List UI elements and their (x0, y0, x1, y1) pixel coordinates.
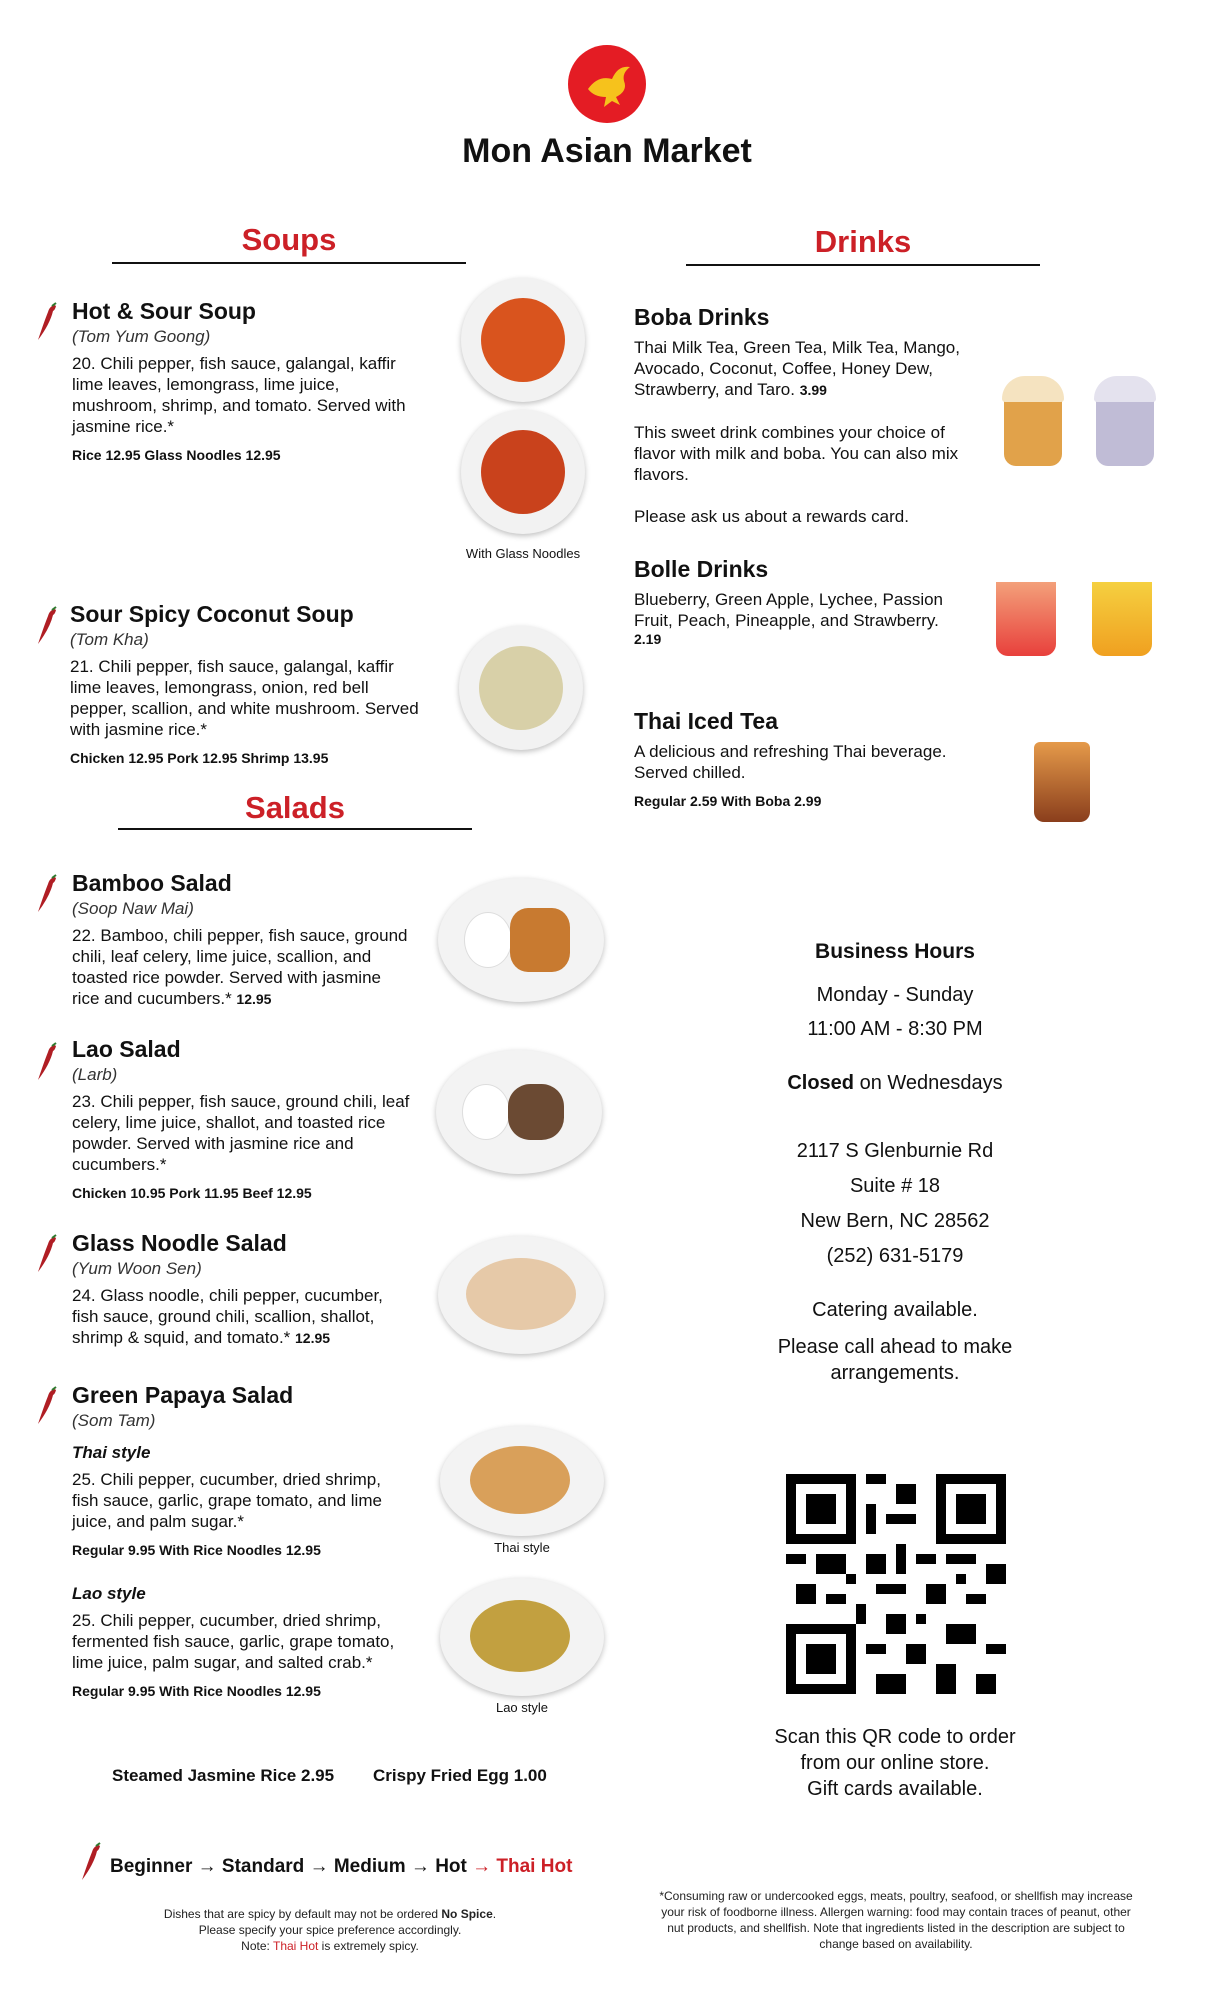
chili-pepper-icon (34, 302, 60, 344)
item-name: Hot & Sour Soup (72, 298, 256, 324)
menu-item-coconut-soup (70, 601, 422, 766)
item-description: 24. Glass noodle, chili pepper, cucumber, fish sauce, ground chili, scallion, shallot, shrimp & squid, and tomato.* 12.95 (72, 1286, 383, 1347)
business-hours-title: Business Hours (815, 940, 975, 963)
address-line: 2117 S Glenburnie Rd (796, 1140, 994, 1162)
item-name: Bolle Drinks (634, 556, 769, 582)
soup-bowl-image (459, 626, 583, 750)
menu-item-lao-salad (72, 1036, 412, 1201)
closed-note: Closed on Wednesdays (787, 1072, 1003, 1094)
item-price: Chicken 12.95 Pork 12.95 Shrimp 13.95 (70, 750, 329, 766)
salads-heading: Salads (245, 790, 345, 825)
page-title: Mon Asian Market (462, 132, 752, 170)
item-description: Blueberry, Green Apple, Lychee, Passion Fruit, Peach, Pineapple, and Strawberry. (634, 590, 944, 630)
salad-plate-image (440, 1426, 604, 1536)
business-hours: 11:00 AM - 8:30 PM (807, 1018, 983, 1040)
menu-item-boba-drinks (634, 304, 974, 527)
qr-caption: Scan this QR code to order from our online store. Gift cards available. (774, 1726, 1016, 1800)
item-name: Thai Iced Tea (634, 708, 779, 734)
menu-item-thai-iced-tea (634, 708, 974, 809)
item-subtitle: (Soop Naw Mai) (72, 899, 194, 918)
item-price: Chicken 10.95 Pork 11.95 Beef 12.95 (72, 1185, 312, 1201)
item-name: Sour Spicy Coconut Soup (70, 601, 354, 627)
side-item: Crispy Fried Egg 1.00 (373, 1766, 547, 1785)
divider (112, 262, 466, 264)
bolle-cup-image (1092, 582, 1152, 656)
drinks-heading: Drinks (814, 224, 912, 259)
menu-item-glass-noodle-salad (72, 1230, 412, 1349)
bird-logo-icon (568, 45, 646, 123)
chili-pepper-icon (34, 1042, 60, 1084)
divider (118, 828, 472, 830)
item-subtitle: (Yum Woon Sen) (72, 1259, 202, 1278)
item-price: 2.19 (634, 631, 662, 647)
salad-plate-image (438, 878, 604, 1002)
salad-plate-image (436, 1050, 602, 1174)
item-description: This sweet drink combines your choice of flavor with milk and boba. You can also mix flavors. (634, 423, 959, 484)
item-price: Rice 12.95 Glass Noodles 12.95 (72, 447, 281, 463)
item-name: Glass Noodle Salad (72, 1230, 287, 1256)
divider (686, 264, 1040, 266)
soup-bowl-image (461, 410, 585, 534)
image-caption: Lao style (495, 1700, 549, 1715)
item-price: Regular 2.59 With Boba 2.99 (634, 793, 822, 809)
item-name: Green Papaya Salad (72, 1382, 294, 1408)
menu-item-bamboo-salad (72, 870, 412, 1010)
item-description: Thai Milk Tea, Green Tea, Milk Tea, Mango, Avocado, Coconut, Coffee, Honey Dew, Strawberry, and Taro. 3.99 (634, 338, 960, 399)
qr-code-icon[interactable] (786, 1474, 1006, 1694)
catering-note: Please call ahead to make arrangements. (777, 1336, 1013, 1384)
business-days: Monday - Sunday (816, 984, 974, 1006)
bolle-cup-image (996, 582, 1056, 656)
item-price: Regular 9.95 With Rice Noodles 12.95 (72, 1542, 321, 1558)
boba-cup-lid (1002, 376, 1064, 402)
boba-cup-image (1004, 400, 1062, 466)
soups-heading: Soups (241, 222, 337, 257)
menu-item-green-papaya-salad (72, 1382, 412, 1699)
spice-note: Dishes that are spicy by default may not be ordered No Spice. Please specify your spice preference accordingly. Note: Thai Hot is extremely spicy. (163, 1907, 497, 1953)
item-description: 23. Chili pepper, fish sauce, ground chili, leaf celery, lime juice, shallot, and toasted rice powder. Served with jasmine rice and cucumbers.* (72, 1092, 410, 1174)
phone-number: (252) 631-5179 (826, 1245, 964, 1267)
style-label: Lao style (72, 1584, 146, 1603)
item-name: Bamboo Salad (72, 870, 232, 896)
allergen-warning: *Consuming raw or undercooked eggs, meats, poultry, seafood, or shellfish may increase your risk of foodborne illness. Allergen warning: food may contain traces of peanut, other nut products, and shellfish. Note that ingredients listed in the description are subject to change based on availability. (659, 1889, 1133, 1951)
item-description: 20. Chili pepper, fish sauce, galangal, kaffir lime leaves, lemongrass, lime juice, mushroom, shrimp, and tomato. Served with jasmine rice.* (72, 354, 406, 436)
rewards-note: Please ask us about a rewards card. (634, 507, 909, 526)
item-description: 25. Chili pepper, cucumber, dried shrimp, fermented fish sauce, garlic, grape tomato, lime juice, palm sugar, and salted crab.* (72, 1611, 395, 1672)
boba-cup-image (1096, 400, 1154, 466)
salad-plate-image (438, 1236, 604, 1354)
item-subtitle: (Tom Yum Goong) (72, 327, 211, 346)
chili-pepper-icon (34, 1386, 60, 1428)
item-description: A delicious and refreshing Thai beverage. Served chilled. (634, 742, 947, 782)
chili-pepper-icon (34, 874, 60, 916)
address-line: New Bern, NC 28562 (800, 1210, 990, 1232)
salad-plate-image (440, 1578, 604, 1696)
item-description: 25. Chili pepper, cucumber, dried shrimp, fish sauce, garlic, grape tomato, and lime juice, and palm sugar.* (72, 1470, 382, 1531)
item-name: Boba Drinks (634, 304, 770, 330)
spice-level-legend: Beginner → Standard → Medium → Hot → Thai Hot (110, 1856, 573, 1877)
item-price: Regular 9.95 With Rice Noodles 12.95 (72, 1683, 321, 1699)
chili-pepper-icon (78, 1842, 104, 1884)
item-subtitle: (Som Tam) (72, 1411, 156, 1430)
chili-pepper-icon (34, 606, 60, 648)
item-subtitle: (Larb) (72, 1065, 118, 1084)
item-subtitle: (Tom Kha) (70, 630, 149, 649)
image-caption: With Glass Noodles (465, 546, 581, 561)
style-label: Thai style (72, 1443, 151, 1462)
menu-item-bolle-drinks (634, 556, 974, 647)
item-name: Lao Salad (72, 1036, 181, 1062)
soup-bowl-image (461, 278, 585, 402)
address-line: Suite # 18 (849, 1175, 941, 1197)
item-description: 22. Bamboo, chili pepper, fish sauce, ground chili, leaf celery, lime juice, scallion, and toasted rice powder. Served with jasmine rice and cucumbers.* 12.95 (72, 926, 408, 1008)
iced-tea-jar-image (1034, 742, 1090, 822)
item-description: 21. Chili pepper, fish sauce, galangal, kaffir lime leaves, lemongrass, onion, red bell pepper, scallion, and white mushroom. Served with jasmine rice.* (70, 657, 419, 739)
catering-note: Catering available. (812, 1299, 978, 1321)
side-item: Steamed Jasmine Rice 2.95 (112, 1766, 335, 1785)
image-caption: Thai style (494, 1540, 550, 1555)
chili-pepper-icon (34, 1234, 60, 1276)
menu-item-hot-sour-soup (72, 298, 412, 463)
boba-cup-lid (1094, 376, 1156, 402)
